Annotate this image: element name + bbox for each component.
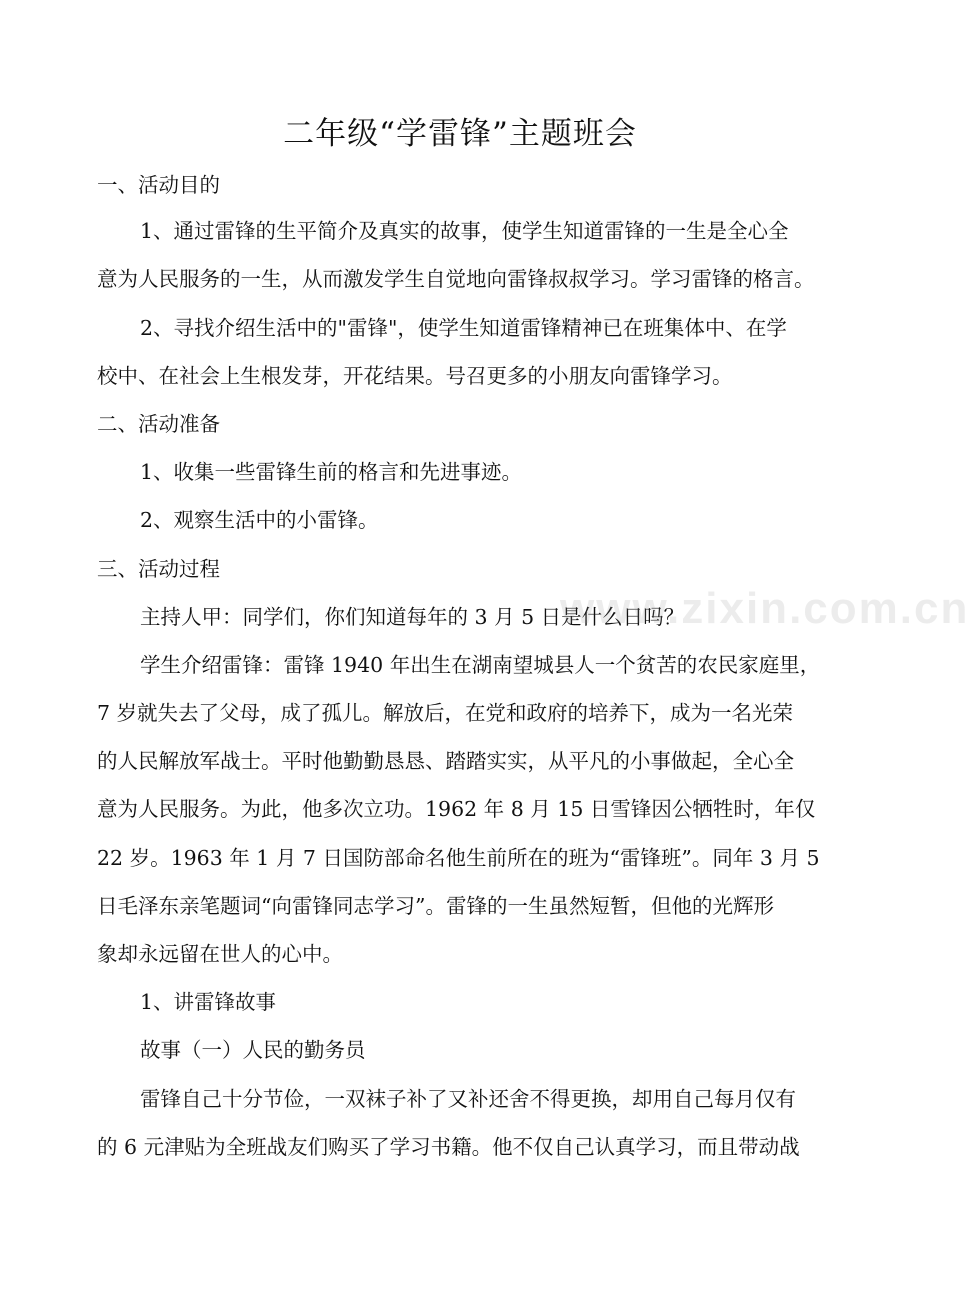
- paragraph-line: 2、观察生活中的小雷锋。: [140, 508, 379, 532]
- paragraph-line: 的 6 元津贴为全班战友们购买了学习书籍。他不仅自己认真学习，而且带动战: [97, 1135, 800, 1159]
- paragraph-line: 象却永远留在世人的心中。: [97, 942, 343, 966]
- paragraph-line: 22 岁。1963 年 1 月 7 日国防部命名他生前所在的班为“雷锋班”。同年 3 月 5: [97, 846, 820, 870]
- story-title: 故事（一）人民的勤务员: [140, 1038, 366, 1062]
- paragraph-line: 2、寻找介绍生活中的"雷锋"，使学生知道雷锋精神已在班集体中、在学: [140, 316, 787, 340]
- paragraph-line: 日毛泽东亲笔题词“向雷锋同志学习”。雷锋的一生虽然短暂，但他的光辉形: [97, 894, 774, 918]
- paragraph-line: 1、通过雷锋的生平简介及真实的故事，使学生知道雷锋的一生是全心全: [140, 219, 789, 243]
- section-heading-process: 三、活动过程: [97, 557, 220, 581]
- section-heading-preparation: 二、活动准备: [97, 412, 220, 436]
- paragraph-line: 意为人民服务的一生，从而激发学生自觉地向雷锋叔叔学习。学习雷锋的格言。: [97, 267, 815, 291]
- subsection-heading-stories: 1、讲雷锋故事: [140, 990, 277, 1014]
- paragraph-line: 校中、在社会上生根发芽，开花结果。号召更多的小朋友向雷锋学习。: [97, 364, 733, 388]
- paragraph-line: 雷锋自己十分节俭，一双袜子补了又补还舍不得更换，却用自己每月仅有: [140, 1087, 796, 1111]
- document-title: 二年级“学雷锋”主题班会: [283, 116, 637, 152]
- paragraph-line: 主持人甲：同学们，你们知道每年的 3 月 5 日是什么日吗？: [140, 605, 685, 629]
- paragraph-line: 学生介绍雷锋：雷锋 1940 年出生在湖南望城县人一个贫苦的农民家庭里，: [140, 653, 821, 677]
- watermark: www.zixin.com.cn: [560, 584, 969, 633]
- paragraph-line: 1、收集一些雷锋生前的格言和先进事迹。: [140, 460, 523, 484]
- section-heading-goals: 一、活动目的: [97, 173, 220, 197]
- paragraph-line: 意为人民服务。为此，他多次立功。1962 年 8 月 15 日雪锋因公牺牲时，年仅: [97, 797, 816, 821]
- paragraph-line: 7 岁就失去了父母，成了孤儿。解放后，在党和政府的培养下，成为一名光荣: [97, 701, 794, 725]
- paragraph-line: 的人民解放军战士。平时他勤勤恳恳、踏踏实实，从平凡的小事做起，全心全: [97, 749, 794, 773]
